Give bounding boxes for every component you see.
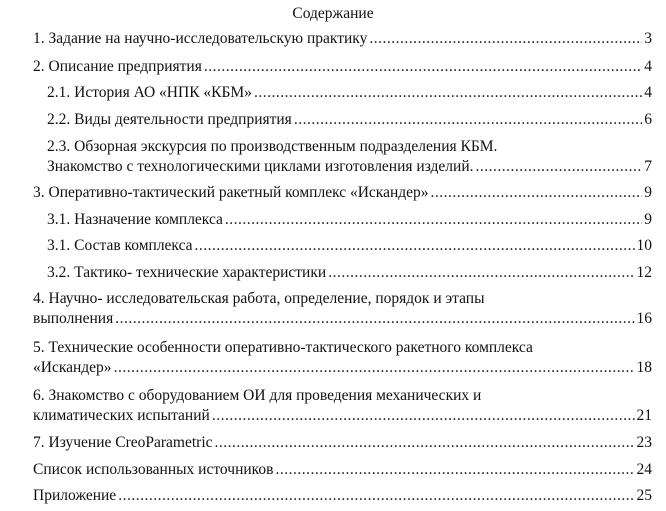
toc-leader — [114, 358, 635, 378]
toc-entry-text: выполнения — [33, 310, 114, 327]
toc-leader — [369, 29, 642, 49]
toc-page-number: 9 — [644, 211, 652, 228]
toc-leader — [118, 486, 634, 506]
toc-entry-text: 3.2. Тактико- технические характеристики — [47, 264, 327, 281]
toc-page-number: 23 — [636, 434, 652, 451]
toc-entry-3-1b — [47, 236, 652, 256]
toc-entry-2-3 — [47, 137, 652, 177]
toc-page-number: 6 — [644, 111, 652, 128]
toc-entry-first-line: 2.3. Обзорная экскурсия по производственным подразделения КБМ. — [47, 138, 498, 155]
toc-page-number: 21 — [636, 407, 652, 424]
toc-page-number: 12 — [636, 264, 652, 281]
toc-entry-3-1a — [47, 210, 652, 230]
toc-page-number: 25 — [636, 487, 652, 504]
toc-entry-appendix — [33, 486, 652, 506]
toc-page-number: 16 — [636, 310, 652, 327]
toc-leader — [225, 210, 642, 230]
toc-page-number: 9 — [644, 184, 652, 201]
toc-entry-text: Приложение — [33, 487, 117, 504]
toc-entry-text: климатических испытаний — [33, 407, 210, 424]
toc-entry-2 — [33, 57, 652, 77]
toc-leader — [195, 236, 635, 256]
toc-page-number: 24 — [636, 461, 652, 478]
toc-entry-text: 2. Описание предприятия — [33, 58, 202, 75]
toc-entry-text: «Искандер» — [33, 359, 112, 376]
toc-page-number: 18 — [636, 359, 652, 376]
toc-entry-text: 3.1. Назначение комплекса — [47, 211, 223, 228]
toc-leader — [328, 263, 634, 283]
toc-entry-first-line: 4. Научно- исследовательская работа, определение, порядок и этапы — [33, 290, 485, 307]
toc-leader — [275, 460, 634, 480]
toc-page-number: 7 — [644, 158, 652, 175]
toc-entry-text: 3. Оперативно-тактический ракетный комплекс «Искандер» — [33, 184, 429, 201]
toc-entry-2-1 — [47, 83, 652, 103]
toc-entry-text: Знакомство с технологическими циклами изготовления изделий. — [47, 158, 474, 175]
toc-leader — [254, 83, 642, 103]
toc-page-number: 3 — [644, 30, 652, 47]
toc-entry-first-line: 6. Знакомство с оборудованием ОИ для проведения механических и — [33, 387, 482, 404]
page-title: Содержание — [292, 5, 374, 22]
toc-entry-3-2 — [47, 263, 652, 283]
toc-leader — [115, 309, 634, 329]
toc-leader — [431, 183, 643, 203]
toc-entry-text: 2.2. Виды деятельности предприятия — [47, 111, 292, 128]
toc-entry-text: 3.1. Состав комплекса — [47, 237, 193, 254]
toc-entry-3 — [33, 183, 652, 203]
toc-entry-5 — [33, 338, 652, 378]
toc-entry-first-line: 5. Технические особенности оперативно-тактического ракетного комплекса — [33, 339, 533, 356]
toc-entry-text: 7. Изучение CreoParametric — [33, 434, 213, 451]
toc-entry-4 — [33, 289, 652, 329]
toc-leader — [204, 57, 642, 77]
toc-leader — [294, 110, 642, 130]
toc-entry-text: Список использованных источников — [33, 461, 274, 478]
toc-page-number: 4 — [644, 84, 652, 101]
toc-entry-6 — [33, 386, 652, 426]
toc-entry-text: 2.1. История АО «НПК «КБМ» — [47, 84, 252, 101]
toc-page-number: 4 — [644, 58, 652, 75]
toc-entry-1 — [33, 29, 652, 49]
toc-leader — [212, 406, 635, 426]
toc-leader — [476, 157, 643, 177]
toc-page-number: 10 — [636, 237, 652, 254]
toc-entry-text: 1. Задание на научно-исследовательскую практику — [33, 30, 368, 47]
toc-entry-2-2 — [47, 110, 652, 130]
toc-leader — [215, 433, 635, 453]
toc-entry-references — [33, 460, 652, 480]
toc-entry-7 — [33, 433, 652, 453]
